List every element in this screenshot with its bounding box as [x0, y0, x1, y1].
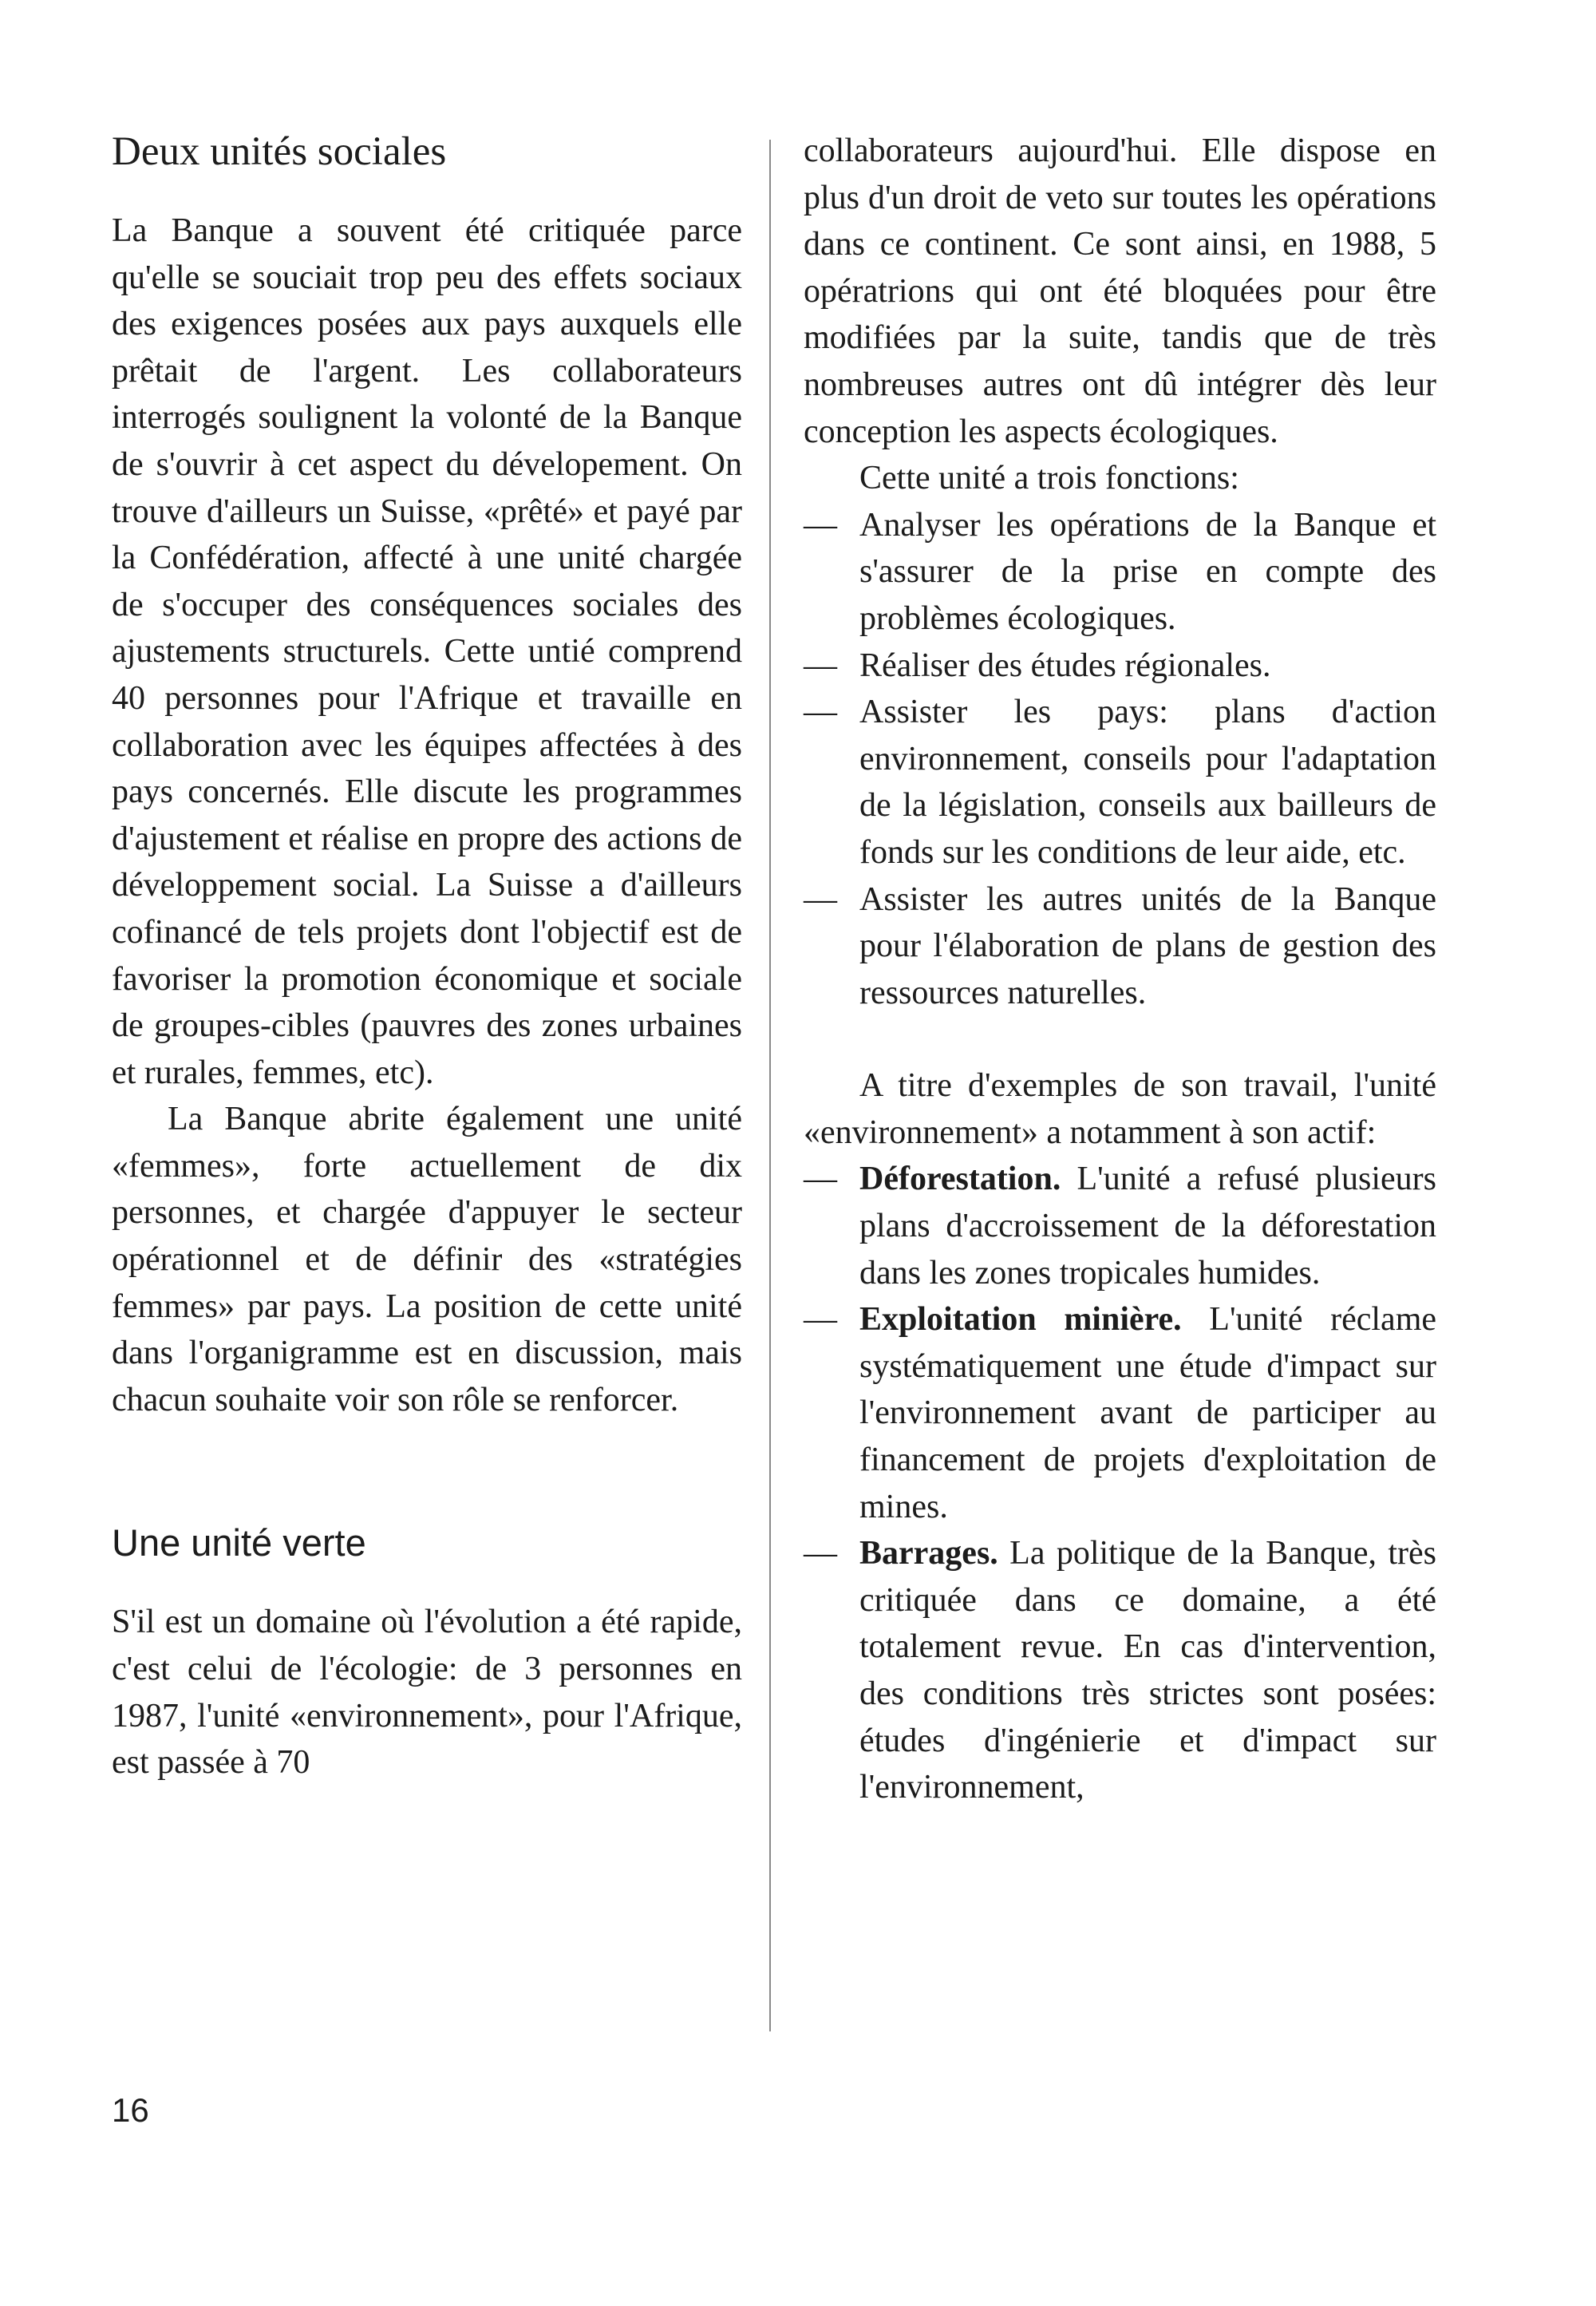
list-item	[804, 502, 1436, 643]
paragraph-ecology: S'il est un domaine où l'évolution a été rapide, c'est celui de l'écologie: de 3 personnes en 1987, l'unité «environnement», pour l'Afrique, est passée à 70	[112, 1604, 742, 1782]
page-number: 16	[112, 2091, 149, 2129]
dash-marker: —	[804, 647, 837, 684]
paragraph-women-unit: La Banque abrite également une unité «femmes», forte actuellement de dix personnes, et chargée d'appuyer le secteur opérationnel et de définir des «stratégies femmes» par pays. La position de cette unité dans l'organigramme est en discussion, mais chacun souhaite voir son rôle se renforcer.	[112, 1101, 742, 1418]
dash-marker: —	[804, 1535, 837, 1572]
paragraph-examples-intro: A titre d'exemples de son travail, l'unité «environnement» a notamment à son actif:	[804, 1067, 1436, 1151]
list-item	[804, 876, 1436, 1017]
list-item	[804, 1296, 1436, 1530]
section-heading-green-unit: Une unité verte	[112, 1521, 366, 1564]
paragraph-functions-intro: Cette unité a trois fonctions:	[859, 460, 1239, 497]
dash-marker: —	[804, 1301, 837, 1339]
right-column	[804, 128, 1436, 1811]
list-item-text: Analyser les opérations de la Banque et s'assurer de la prise en compte des problèmes écologiques.	[859, 506, 1436, 637]
list-item-text: Assister les autres unités de la Banque pour l'élaboration de plans de gestion des ressources naturelles.	[859, 880, 1436, 1011]
example-term: Déforestation.	[859, 1161, 1061, 1198]
left-column	[112, 128, 742, 1786]
dash-marker: —	[804, 694, 837, 731]
list-item-text: Réaliser des études régionales.	[859, 647, 1271, 684]
paragraph-social-units: La Banque a souvent été critiquée parce qu'elle se souciait trop peu des effets sociaux des exigences posées aux pays auxquels elle prêtait de l'argent. Les collaborateurs interrogés soulignent la volonté de la Banque de s'ouvrir à cet aspect du dévelopement. On trouve d'ailleurs un Suisse, «prêté» et payé par la Confédération, affecté à une unité chargée de s'occuper des conséquences sociales des ajustements structurels. Cette untié comprend 40 personnes pour l'Afrique et travaille en collaboration avec les équipes affectées à des pays concernés. Elle discute les programmes d'ajustement et réalise en propre des actions de développement social. La Suisse a d'ailleurs cofinancé de tels projets dont l'objectif est de favoriser la promotion économique et sociale de groupes-cibles (pauvres des zones urbaines et rurales, femmes, etc).	[112, 212, 742, 1091]
example-text: La politique de la Banque, très critiquée dans ce domaine, a été totalement revue. En cas d'intervention, des conditions très strictes sont posées: études d'ingénierie et d'impact sur l'environnement,	[859, 1535, 1436, 1806]
functions-list	[804, 502, 1436, 1017]
example-text: L'unité réclame systématiquement une étude d'impact sur l'environnement avant de participer au financement de projets d'exploitation de mines.	[859, 1301, 1437, 1525]
section-heading-social-units: Deux unités sociales	[112, 129, 447, 174]
list-item	[804, 1530, 1436, 1811]
example-term: Exploitation minière.	[859, 1301, 1182, 1339]
dash-marker: —	[804, 880, 837, 918]
dash-marker: —	[804, 1161, 837, 1198]
example-text: L'unité a refusé plusieurs plans d'accroissement de la déforestation dans les zones tropicales humides.	[859, 1161, 1436, 1291]
list-item	[804, 643, 1436, 690]
list-item	[804, 689, 1436, 876]
list-item	[804, 1156, 1436, 1296]
examples-list	[804, 1156, 1436, 1810]
dash-marker: —	[804, 506, 837, 544]
paragraph-veto: collaborateurs aujourd'hui. Elle dispose en plus d'un droit de veto sur toutes les opérations dans ce continent. Ce sont ainsi, en 1988, 5 opératrions qui ont été bloquées pour être modifiées par la suite, tandis que de très nombreuses autres ont dû intégrer dès leur conception les aspects écologiques.	[804, 133, 1436, 450]
column-divider	[769, 140, 771, 2031]
example-term: Barrages.	[859, 1535, 998, 1572]
list-item-text: Assister les pays: plans d'action environnement, conseils pour l'adaptation de la législation, conseils aux bailleurs de fonds sur les conditions de leur aide, etc.	[859, 694, 1436, 871]
